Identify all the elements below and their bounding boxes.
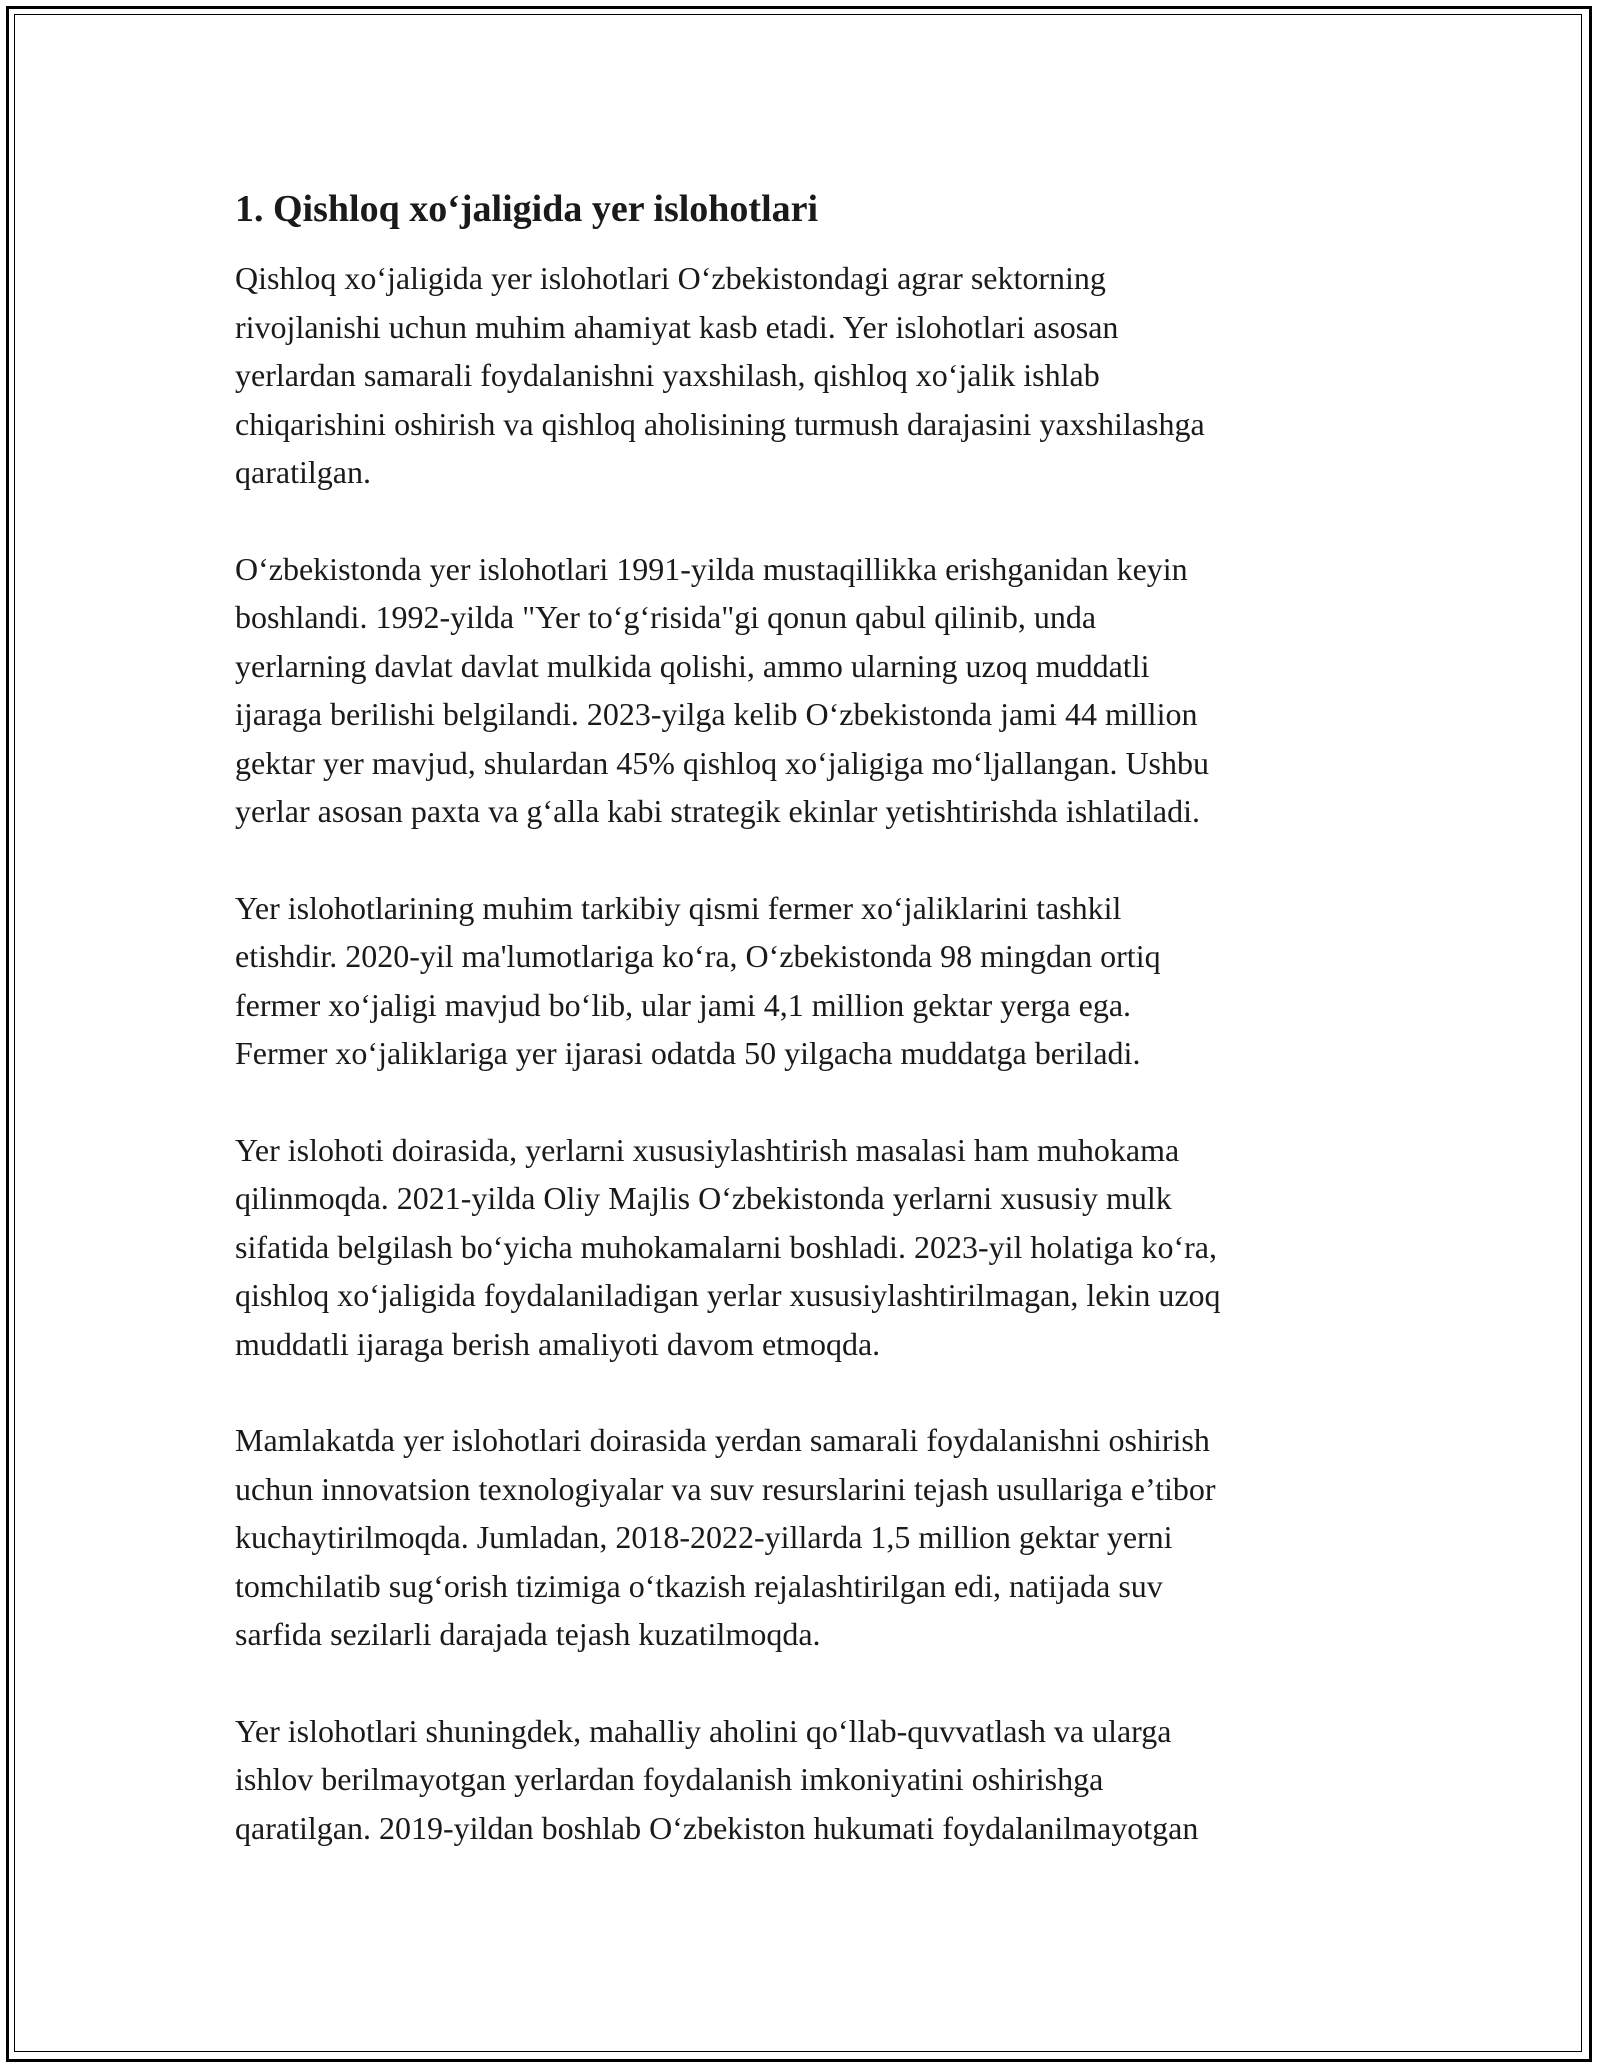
document-body [235,186,1375,1900]
text-line: yerlardan samarali foydalanishni yaxshilash, qishloq xo‘jalik ishlab [235,357,1100,393]
text-line: Mamlakatda yer islohotlari doirasida yerdan samarali foydalanishni oshirish [235,1422,1210,1458]
text-line: qilinmoqda. 2021-yilda Oliy Majlis O‘zbekistonda yerlarni xususiy mulk [235,1180,1172,1216]
text-line: ijaraga berilishi belgilandi. 2023-yilga kelib O‘zbekistonda jami 44 million [235,696,1198,732]
text-line: qaratilgan. 2019-yildan boshlab O‘zbekiston hukumati foydalanilmayotgan [235,1809,1199,1846]
paragraph-5 [235,1416,1375,1659]
paragraph-1 [235,254,1375,497]
text-line: fermer xo‘jaligi mavjud bo‘lib, ular jami 4,1 million gektar yerga ega. [235,986,1132,1023]
paragraph-6 [235,1707,1375,1853]
text-line: kuchaytirilmoqda. Jumladan, 2018-2022-yillarda 1,5 million gektar yerni [235,1519,1173,1555]
paragraph-2 [235,545,1375,836]
text-line: uchun innovatsion texnologiyalar va suv resurslarini tejash usullariga e’tibor [235,1470,1216,1507]
text-line: muddatli ijaraga berish amaliyoti davom etmoqda. [235,1325,881,1362]
text-line: ishlov berilmayotgan yerlardan foydalanish imkoniyatini oshirishga [235,1761,1104,1797]
section-heading: 1. Qishloq xo‘jaligida yer islohotlari [235,188,819,230]
text-line: Yer islohotlarining muhim tarkibiy qismi fermer xo‘jaliklarini tashkil [235,889,1122,926]
text-line: yerlar asosan paxta va g‘alla kabi strategik ekinlar yetishtirishda ishlatiladi. [235,793,1201,829]
text-line: qaratilgan. [235,454,371,490]
text-line: boshlandi. 1992-yilda "Yer to‘g‘risida"gi qonun qabul qilinib, unda [235,599,1097,635]
text-line: Yer islohotlari shuningdek, mahalliy aholini qo‘llab-quvvatlash va ularga [235,1712,1172,1749]
text-line: gektar yer mavjud, shulardan 45% qishloq xo‘jaligiga mo‘ljallangan. Ushbu [235,744,1209,781]
text-line: yerlarning davlat davlat mulkida qolishi, ammo ularning uzoq muddatli [235,647,1150,684]
text-line: chiqarishini oshirish va qishloq aholisining turmush darajasini yaxshilashga [235,405,1205,442]
text-line: qishloq xo‘jaligida foydalaniladigan yerlar xususiylashtirilmagan, lekin uzoq [235,1277,1221,1313]
text-line: Qishloq xo‘jaligida yer islohotlari O‘zbekistondagi agrar sektorning [235,260,1106,296]
text-line: sifatida belgilash bo‘yicha muhokamalarni boshladi. 2023-yil holatiga ko‘ra, [235,1228,1217,1265]
text-line: sarfida sezilarli darajada tejash kuzatilmoqda. [235,1616,821,1652]
text-line: etishdir. 2020-yil ma'lumotlariga ko‘ra, O‘zbekistonda 98 mingdan ortiq [235,938,1161,974]
text-line: O‘zbekistonda yer islohotlari 1991-yilda mustaqillikka erishganidan keyin [235,550,1188,587]
text-line: Fermer xo‘jaliklariga yer ijarasi odatda 50 yilgacha muddatga beriladi. [235,1035,1141,1071]
text-line: Yer islohoti doirasida, yerlarni xususiylashtirish masalasi ham muhokama [235,1131,1180,1168]
paragraph-3 [235,884,1375,1078]
paragraph-4 [235,1126,1375,1369]
text-line: rivojlanishi uchun muhim ahamiyat kasb etadi. Yer islohotlari asosan [235,308,1119,345]
text-line: tomchilatib sug‘orish tizimiga o‘tkazish rejalashtirilgan edi, natijada suv [235,1567,1163,1604]
